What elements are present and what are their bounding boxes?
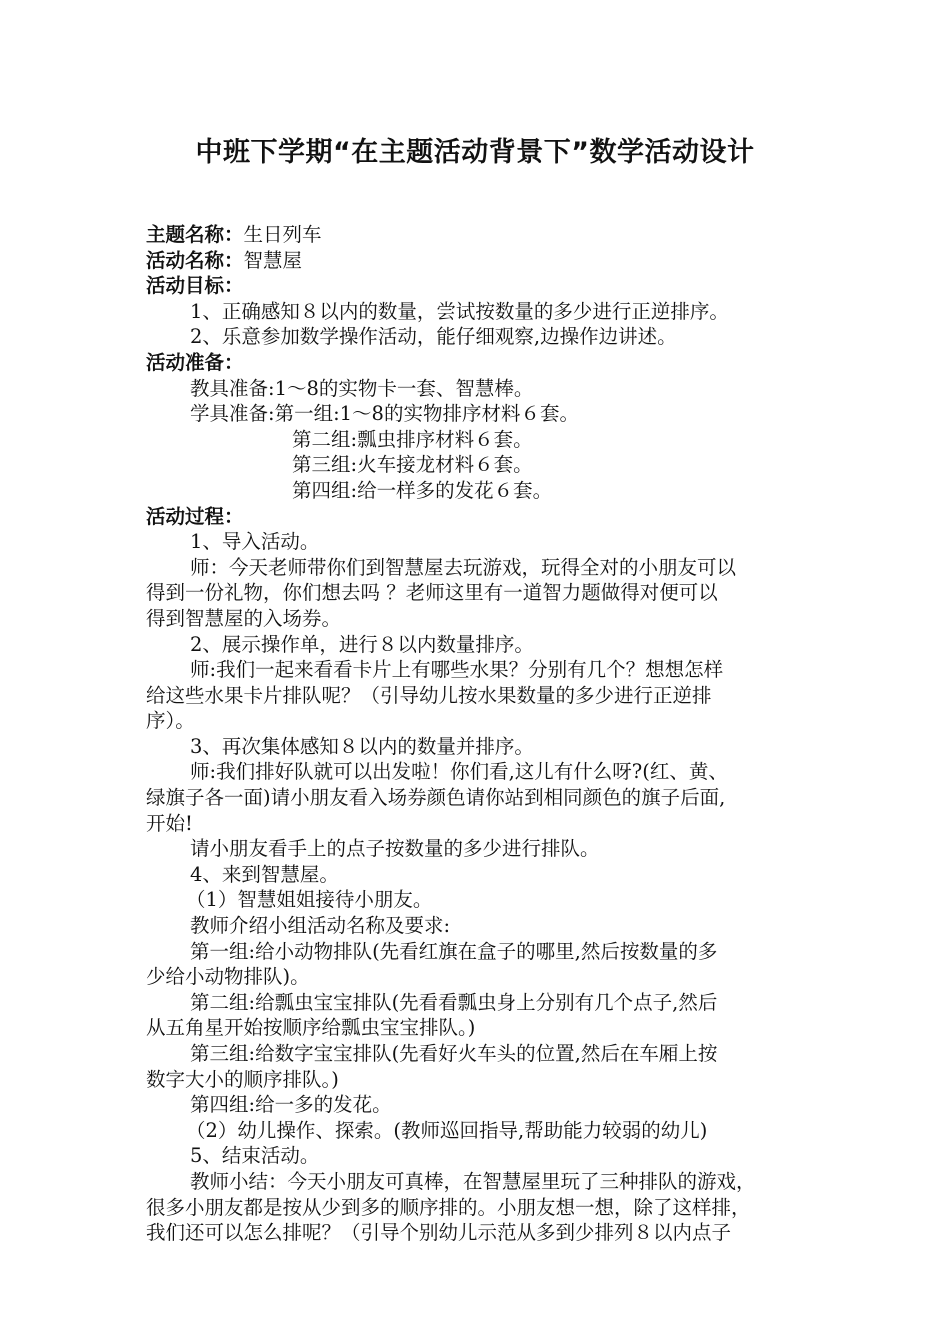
process-line: 1、导入活动。 [190,530,320,554]
prep-heading: 活动准备： [146,350,244,374]
process-heading: 活动过程： [146,504,244,528]
process-line: 第四组:给一多的发花。 [190,1093,392,1117]
process-line: 少给小动物排队)。 [146,965,310,989]
goal-item: 2、乐意参加数学操作活动，能仔细观察,边操作边讲述。 [190,325,677,349]
process-line: 第二组:给瓢虫宝宝排队(先看看瓢虫身上分别有几个点子,然后 [190,990,718,1014]
process-line: 教师小结：今天小朋友可真棒，在智慧屋里玩了三种排队的游戏， [190,1169,756,1193]
process-line: 2、展示操作单，进行８以内数量排序。 [190,632,534,656]
process-line: 数字大小的顺序排队。) [146,1067,339,1091]
process-line: （2）幼儿操作、探索。(教师巡回指导,帮助能力较弱的幼儿) [186,1118,708,1142]
process-line: 给这些水果卡片排队呢？（引导幼儿按水果数量的多少进行正逆排 [146,683,712,707]
theme-line [146,222,816,248]
document-title: 中班下学期“在主题活动背景下”数学活动设计 [195,137,755,168]
theme-value: 生日列车 [243,223,322,246]
prep-group: 第三组:火车接龙材料６套。 [292,453,533,477]
process-line: （1）智慧姐姐接待小朋友。 [186,888,433,912]
prep-student: 学具准备:第一组:1～8的实物排序材料６套。 [190,402,579,426]
process-line: 教师介绍小组活动名称及要求: [190,914,451,938]
document-body [146,222,816,1246]
process-line: 得到智慧屋的入场券。 [146,606,342,630]
process-line: 第三组:给数字宝宝排队(先看好火车头的位置,然后在车厢上按 [190,1042,718,1065]
process-line: 序）。 [146,709,195,733]
process-line: 得到一份礼物，你们想去吗 ？老师这里有一道智力题做得对便可以 [146,581,718,605]
activity-line [146,248,816,274]
process-line: 4、来到智慧屋。 [190,862,339,886]
process-line: 3、再次集体感知８以内的数量并排序。 [190,734,534,758]
process-line: 师:我们排好队就可以出发啦！你们看,这儿有什么呀?(红、黄、 [190,760,728,784]
activity-label: 活动名称： [146,248,244,272]
process-line: 第一组:给小动物排队(先看红旗在盒子的哪里,然后按数量的多 [190,939,718,963]
activity-value: 智慧屋 [243,248,303,272]
prep-group: 第二组:瓢虫排序材料６套。 [292,427,533,451]
process-line: 请小朋友看手上的点子按数量的多少进行排队。 [190,837,600,861]
goals-heading: 活动目标： [146,274,244,298]
process-line: 开始! [146,811,193,835]
goal-item: 1、正确感知８以内的数量，尝试按数量的多少进行正逆排序。 [190,299,729,323]
process-line: 很多小朋友都是按从少到多的顺序排的。小朋友想一想，除了这样排， [146,1195,751,1219]
process-line: 我们还可以怎么排呢？（引导个别幼儿示范从多到少排列８以内点子 [146,1221,732,1245]
prep-group: 第四组:给一样多的发花６套。 [292,478,553,502]
process-line: 师:我们一起来看看卡片上有哪些水果？分别有几个？想想怎样 [190,658,724,682]
process-line: 5、结束活动。 [190,1144,320,1168]
process-line: 师：今天老师带你们到智慧屋去玩游戏，玩得全对的小朋友可以 [190,555,737,579]
process-line: 绿旗子各一面)请小朋友看入场券颜色请你站到相同颜色的旗子后面, [146,786,726,810]
prep-teacher: 教具准备:1～8的实物卡一套、智慧棒。 [190,376,534,400]
theme-label: 主题名称： [146,223,244,246]
process-line: 从五角星开始按顺序给瓢虫宝宝排队。) [146,1016,476,1040]
